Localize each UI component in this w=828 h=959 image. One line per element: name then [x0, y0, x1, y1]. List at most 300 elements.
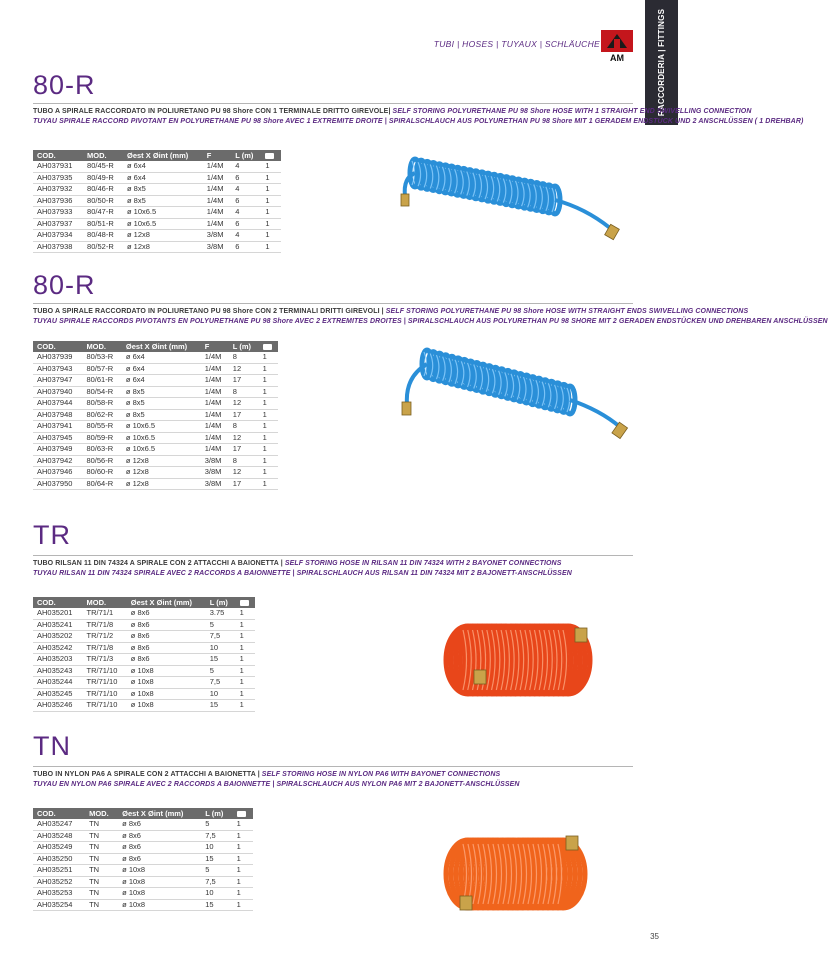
table-cell: 1	[261, 172, 281, 184]
table-cell: AH037936	[33, 195, 83, 207]
table-cell: AH037941	[33, 421, 82, 433]
table-cell: ø 10x6.5	[123, 218, 203, 230]
table-row	[33, 842, 253, 854]
column-header: Øest X Øint (mm)	[123, 150, 203, 161]
table-cell: 1	[236, 654, 255, 666]
column-header: F	[203, 150, 231, 161]
table-cell: ø 8x5	[122, 386, 201, 398]
table-cell: 3/8M	[201, 478, 229, 490]
table-cell: ø 8x5	[123, 195, 203, 207]
table-cell: 1	[261, 230, 281, 242]
divider	[33, 303, 633, 304]
table-cell: 1/4M	[201, 375, 229, 387]
table-row	[33, 352, 278, 363]
table-cell: 8	[229, 455, 259, 467]
table-cell: 80/54-R	[82, 386, 121, 398]
table-cell: ø 12x8	[122, 467, 201, 479]
column-header: F	[201, 341, 229, 352]
table-cell: 10	[206, 688, 236, 700]
hose-tail	[555, 200, 610, 228]
column-header: L (m)	[201, 808, 232, 819]
product-table-80r-1	[33, 150, 281, 253]
table-cell: 4	[231, 207, 261, 219]
table-cell: AH035251	[33, 865, 85, 877]
table-cell: ø 8x6	[118, 853, 201, 865]
table-cell: AH037940	[33, 386, 82, 398]
product-table-80r-2	[33, 341, 278, 490]
table-cell: AH035247	[33, 819, 85, 830]
table-cell: 1/4M	[201, 432, 229, 444]
table-cell: AH037945	[33, 432, 82, 444]
table-cell: 3/8M	[201, 455, 229, 467]
breadcrumb: TUBI | HOSES | TUYAUX | SCHLÄUCHE	[433, 39, 600, 49]
table-cell: 80/63-R	[82, 444, 121, 456]
table-cell: 10	[201, 888, 232, 900]
table-cell: 1	[259, 398, 278, 410]
table-cell: ø 8x6	[118, 830, 201, 842]
table-cell: ø 12x8	[122, 478, 201, 490]
table-row	[33, 207, 281, 219]
table-cell: 1/4M	[201, 421, 229, 433]
table-cell: AH035254	[33, 899, 85, 911]
column-header: Øest X Øint (mm)	[127, 597, 206, 608]
table-cell: AH037942	[33, 455, 82, 467]
table-cell: 1	[236, 665, 255, 677]
table-cell: 80/64-R	[82, 478, 121, 490]
table-cell: ø 8x6	[127, 642, 206, 654]
section-description: TUBO RILSAN 11 DIN 74324 A SPIRALE CON 2 ATTACCHI A BAIONETTA | SELF STORING HOSE IN RILSAN 11 DIN 74324 WITH 2 BAYONET CONNECTIONS TUYAU RILSAN 11 DIN 74324 SPIRALE AVEC 2 RACCORDS A BAIONNETTE | SPIRALSCHLAUCH AUS RILSAN 11 DIN 74324 MIT 2 BAJONETT-ANSCHLÜSSEN	[33, 560, 572, 577]
table-cell: 1/4M	[203, 218, 231, 230]
table-cell: 80/45-R	[83, 161, 123, 172]
section-title: 80-R	[33, 70, 96, 100]
table-cell: 15	[201, 899, 232, 911]
package-icon	[263, 344, 272, 350]
section-title: TN	[33, 731, 71, 761]
table-row	[33, 241, 281, 253]
table-cell: 1/4M	[201, 386, 229, 398]
table-cell: TN	[85, 830, 118, 842]
table-cell: ø 8x6	[118, 842, 201, 854]
table-cell: TN	[85, 876, 118, 888]
orange-coil-hose-image	[438, 822, 598, 922]
column-header: MOD.	[83, 150, 123, 161]
table-cell: 1	[259, 478, 278, 490]
table-row	[33, 688, 255, 700]
blue-coil-hose-image	[385, 148, 625, 243]
table-row	[33, 608, 255, 619]
table-cell: ø 8x5	[123, 184, 203, 196]
table-cell: TR/71/8	[83, 642, 127, 654]
table-cell: ø 6x4	[122, 352, 201, 363]
table-cell: ø 8x6	[127, 654, 206, 666]
table-cell: 17	[229, 478, 259, 490]
brass-fitting	[402, 402, 411, 415]
table-cell: TR/71/3	[83, 654, 127, 666]
table-cell: 15	[206, 700, 236, 712]
table-cell: AH035201	[33, 608, 83, 619]
table-cell: AH037946	[33, 467, 82, 479]
table-row	[33, 899, 253, 911]
column-header: Øest X Øint (mm)	[122, 341, 201, 352]
table-row	[33, 184, 281, 196]
table-row	[33, 444, 278, 456]
table-cell: 3/8M	[203, 230, 231, 242]
column-header: L (m)	[231, 150, 261, 161]
table-cell: 15	[201, 853, 232, 865]
table-cell: 1	[261, 184, 281, 196]
section-title: 80-R	[33, 270, 96, 300]
table-cell: 1	[259, 444, 278, 456]
table-cell: 1	[261, 195, 281, 207]
logo-text: AM	[610, 53, 624, 63]
table-cell: 80/48-R	[83, 230, 123, 242]
table-cell: AH035248	[33, 830, 85, 842]
table-cell: 80/50-R	[83, 195, 123, 207]
table-cell: 1/4M	[201, 363, 229, 375]
column-header: L (m)	[206, 597, 236, 608]
table-cell: AH037949	[33, 444, 82, 456]
table-row	[33, 853, 253, 865]
package-icon	[237, 811, 246, 817]
table-cell: 1	[233, 819, 253, 830]
table-cell: 1	[259, 386, 278, 398]
table-cell: 1	[236, 677, 255, 689]
table-cell: 1	[236, 700, 255, 712]
brass-fitting	[474, 670, 486, 684]
table-cell: AH037931	[33, 161, 83, 172]
hose-tail	[570, 400, 620, 427]
table-cell: 12	[229, 432, 259, 444]
column-header: MOD.	[82, 341, 121, 352]
table-cell: AH035253	[33, 888, 85, 900]
table-cell: 8	[229, 352, 259, 363]
table-cell: 80/49-R	[83, 172, 123, 184]
brass-fitting	[575, 628, 587, 642]
table-cell: AH037938	[33, 241, 83, 253]
table-cell: 1/4M	[203, 184, 231, 196]
table-cell: ø 10x6.5	[123, 207, 203, 219]
table-cell: 80/58-R	[82, 398, 121, 410]
package-icon	[240, 600, 249, 606]
table-row	[33, 700, 255, 712]
table-cell: TR/71/10	[83, 665, 127, 677]
table-cell: 17	[229, 444, 259, 456]
table-cell: AH035202	[33, 631, 83, 643]
table-cell: 1/4M	[203, 195, 231, 207]
table-cell: ø 12x8	[123, 230, 203, 242]
brass-fitting	[460, 896, 472, 910]
section-tn	[33, 733, 633, 790]
table-cell: 80/61-R	[82, 375, 121, 387]
table-cell: 1	[261, 241, 281, 253]
table-cell: 1	[259, 363, 278, 375]
table-cell: ø 8x6	[127, 619, 206, 631]
table-cell: 3/8M	[201, 467, 229, 479]
table-cell: 8	[229, 421, 259, 433]
table-cell: 1/4M	[201, 409, 229, 421]
table-row	[33, 677, 255, 689]
table-cell: AH035242	[33, 642, 83, 654]
table-row	[33, 398, 278, 410]
table-cell: AH035243	[33, 665, 83, 677]
table-cell: 1	[233, 888, 253, 900]
table-row	[33, 865, 253, 877]
table-cell: ø 10x6.5	[122, 421, 201, 433]
table-cell: 10	[206, 642, 236, 654]
table-cell: 1	[259, 352, 278, 363]
table-cell: ø 12x8	[123, 241, 203, 253]
table-cell: 80/62-R	[82, 409, 121, 421]
table-cell: AH037937	[33, 218, 83, 230]
table-row	[33, 375, 278, 387]
divider	[33, 555, 633, 556]
table-cell: TR/71/8	[83, 619, 127, 631]
table-cell: ø 10x6.5	[122, 444, 201, 456]
table-cell: 6	[231, 218, 261, 230]
table-cell: AH035245	[33, 688, 83, 700]
table-cell: 5	[201, 819, 232, 830]
table-row	[33, 230, 281, 242]
page-number: 35	[650, 932, 659, 941]
table-row	[33, 619, 255, 631]
section-description: TUBO IN NYLON PA6 A SPIRALE CON 2 ATTACCHI A BAIONETTA | SELF STORING HOSE IN NYLON PA6 WITH BAYONET CONNECTIONS TUYAU EN NYLON PA6 SPIRALE AVEC 2 RACCORDS A BAIONNETTE | SPIRALSCHLAUCH AUS NYLON PA6 MIT 2 BAJONETT-ANSCHLÜSSEN	[33, 771, 520, 788]
table-cell: AH037934	[33, 230, 83, 242]
table-cell: ø 10x8	[127, 677, 206, 689]
table-cell: ø 10x8	[127, 700, 206, 712]
table-cell: TR/71/10	[83, 688, 127, 700]
section-80r-1	[33, 70, 804, 127]
table-row	[33, 819, 253, 830]
table-cell: 1	[233, 865, 253, 877]
table-cell: 4	[231, 230, 261, 242]
table-cell: ø 6x4	[123, 172, 203, 184]
table-cell: ø 8x6	[118, 819, 201, 830]
table-cell: 6	[231, 195, 261, 207]
table-cell: 7,5	[206, 631, 236, 643]
table-row	[33, 161, 281, 172]
table-cell: AH035246	[33, 700, 83, 712]
table-cell: 7,5	[201, 876, 232, 888]
table-cell: AH037933	[33, 207, 83, 219]
table-cell: AH037948	[33, 409, 82, 421]
table-cell: 80/47-R	[83, 207, 123, 219]
table-cell: 15	[206, 654, 236, 666]
table-cell: AH035249	[33, 842, 85, 854]
table-cell: 8	[229, 386, 259, 398]
table-row	[33, 386, 278, 398]
table-cell: 17	[229, 375, 259, 387]
table-row	[33, 888, 253, 900]
table-cell: ø 10x8	[118, 888, 201, 900]
table-row	[33, 409, 278, 421]
table-cell: 3/8M	[203, 241, 231, 253]
table-cell: TN	[85, 853, 118, 865]
table-cell: 12	[229, 467, 259, 479]
table-cell: AH037932	[33, 184, 83, 196]
table-cell: 1/4M	[201, 352, 229, 363]
table-cell: TR/71/2	[83, 631, 127, 643]
table-cell: 1	[236, 608, 255, 619]
table-cell: AH037944	[33, 398, 82, 410]
table-cell: 1	[233, 853, 253, 865]
table-cell: 1/4M	[203, 172, 231, 184]
brass-fitting	[566, 836, 578, 850]
table-cell: AH035203	[33, 654, 83, 666]
table-cell: TR/71/10	[83, 677, 127, 689]
table-cell: 1/4M	[201, 398, 229, 410]
divider	[33, 103, 633, 104]
divider	[33, 766, 633, 767]
column-header: MOD.	[83, 597, 127, 608]
table-cell: 1	[259, 375, 278, 387]
table-row	[33, 195, 281, 207]
table-cell: 4	[231, 184, 261, 196]
table-cell: 1	[261, 207, 281, 219]
table-cell: ø 6x4	[123, 161, 203, 172]
table-cell: ø 10x8	[118, 899, 201, 911]
column-header: L (m)	[229, 341, 259, 352]
section-description: TUBO A SPIRALE RACCORDATO IN POLIURETANO PU 98 Shore CON 1 TERMINALE DRITTO GIREVOLE| SELF STORING POLYURETHANE PU 98 Shore HOSE WITH 1 STRAIGHT END SWIVELLING CONNECTION TUYAU SPIRALE RACCORD PIVOTANT EN POLYURETHANE PU 98 Shore AVEC 1 EXTREMITE DROITE | SPIRALSCHLAUCH AUS POLYURETHAN PU 98 Shore MIT 1 GERADEM ENDSTÜCK UND 2 ANSCHLÜSSEN ( 1 DREHBAR)	[33, 108, 804, 125]
table-cell: ø 6x4	[122, 363, 201, 375]
table-cell: TN	[85, 899, 118, 911]
product-table-tn	[33, 808, 253, 911]
table-cell: AH037935	[33, 172, 83, 184]
column-header: COD.	[33, 808, 85, 819]
table-cell: ø 10x8	[127, 665, 206, 677]
orange-coil-hose-image	[438, 610, 598, 710]
table-cell: AH035252	[33, 876, 85, 888]
table-cell: 1	[261, 161, 281, 172]
side-tab-label-wrap	[645, 0, 678, 125]
table-cell: AH037939	[33, 352, 82, 363]
table-row	[33, 830, 253, 842]
column-header: COD.	[33, 341, 82, 352]
table-cell: 5	[206, 619, 236, 631]
table-cell: ø 12x8	[122, 455, 201, 467]
table-cell: 3.75	[206, 608, 236, 619]
table-cell: 1/4M	[203, 161, 231, 172]
table-cell: 12	[229, 363, 259, 375]
brand-logo	[601, 30, 633, 63]
table-cell: 1	[259, 409, 278, 421]
column-header: MOD.	[85, 808, 118, 819]
table-cell: 80/51-R	[83, 218, 123, 230]
table-cell: AH035244	[33, 677, 83, 689]
table-cell: 1	[259, 455, 278, 467]
table-cell: 1	[236, 631, 255, 643]
section-80r-2	[33, 270, 828, 327]
table-cell: 1	[236, 619, 255, 631]
table-cell: 80/56-R	[82, 455, 121, 467]
table-cell: ø 10x6.5	[122, 432, 201, 444]
table-row	[33, 467, 278, 479]
table-cell: ø 6x4	[122, 375, 201, 387]
table-cell: 80/59-R	[82, 432, 121, 444]
table-cell: AH037943	[33, 363, 82, 375]
table-row	[33, 421, 278, 433]
table-row	[33, 432, 278, 444]
table-cell: 80/55-R	[82, 421, 121, 433]
table-row	[33, 876, 253, 888]
side-tab-label: RACCORDERIA | FITTINGS	[657, 8, 667, 117]
table-cell: TN	[85, 865, 118, 877]
table-cell: 6	[231, 172, 261, 184]
column-header: Øest X Øint (mm)	[118, 808, 201, 819]
table-row	[33, 363, 278, 375]
table-cell: ø 10x8	[118, 865, 201, 877]
table-cell: 1	[233, 842, 253, 854]
table-row	[33, 642, 255, 654]
table-cell: TR/71/10	[83, 700, 127, 712]
table-cell: 1/4M	[203, 207, 231, 219]
table-row	[33, 218, 281, 230]
table-cell: 1	[259, 432, 278, 444]
table-cell: 1	[233, 876, 253, 888]
table-cell: 7,5	[201, 830, 232, 842]
table-row	[33, 455, 278, 467]
table-cell: ø 8x5	[122, 409, 201, 421]
table-cell: 80/53-R	[82, 352, 121, 363]
table-cell: 80/60-R	[82, 467, 121, 479]
table-row	[33, 665, 255, 677]
table-cell: TR/71/1	[83, 608, 127, 619]
table-cell: ø 8x6	[127, 608, 206, 619]
table-row	[33, 631, 255, 643]
table-cell: 1	[259, 467, 278, 479]
column-header: COD.	[33, 597, 83, 608]
table-cell: AH037950	[33, 478, 82, 490]
table-cell: 10	[201, 842, 232, 854]
table-row	[33, 172, 281, 184]
table-cell: ø 8x5	[122, 398, 201, 410]
table-cell: AH035250	[33, 853, 85, 865]
table-row	[33, 478, 278, 490]
table-cell: 80/57-R	[82, 363, 121, 375]
table-cell: AH035241	[33, 619, 83, 631]
table-row	[33, 654, 255, 666]
table-cell: 1	[233, 830, 253, 842]
table-cell: TN	[85, 888, 118, 900]
table-cell: 17	[229, 409, 259, 421]
table-cell: 1	[236, 688, 255, 700]
table-cell: 7,5	[206, 677, 236, 689]
brass-fitting	[401, 194, 409, 206]
table-cell: 12	[229, 398, 259, 410]
section-tr	[33, 522, 633, 579]
table-cell: 1	[259, 421, 278, 433]
table-cell: 4	[231, 161, 261, 172]
column-header: COD.	[33, 150, 83, 161]
section-description: TUBO A SPIRALE RACCORDATO IN POLIURETANO PU 98 Shore CON 2 TERMINALI DRITTI GIREVOLI | SELF STORING POLYURETHANE PU 98 Shore HOSE WITH STRAIGHT ENDS SWIVELLING CONNECTIONS TUYAU SPIRALE RACCORDS PIVOTANTS EN POLYURETHANE PU 98 Shore AVEC 2 EXTREMITES DROITES | SPIRALSCHLAUCH AUS POLYURETHAN PU 98 SHORE MIT 2 GERADEN ENDSTÜCKEN UND DREHBAREN ANSCHLÜSSEN	[33, 308, 828, 325]
column-header	[236, 597, 255, 608]
column-header	[233, 808, 253, 819]
table-cell: 1	[261, 218, 281, 230]
section-title: TR	[33, 520, 71, 550]
table-cell: 1/4M	[201, 444, 229, 456]
table-cell: 5	[201, 865, 232, 877]
table-cell: ø 8x6	[127, 631, 206, 643]
table-cell: ø 10x8	[127, 688, 206, 700]
column-header	[259, 341, 278, 352]
product-table-tr	[33, 597, 255, 712]
package-icon	[265, 153, 274, 159]
table-cell: TN	[85, 819, 118, 830]
table-cell: 6	[231, 241, 261, 253]
blue-coil-hose-image	[385, 342, 630, 442]
table-cell: 80/52-R	[83, 241, 123, 253]
table-cell: 1	[233, 899, 253, 911]
table-cell: 80/46-R	[83, 184, 123, 196]
